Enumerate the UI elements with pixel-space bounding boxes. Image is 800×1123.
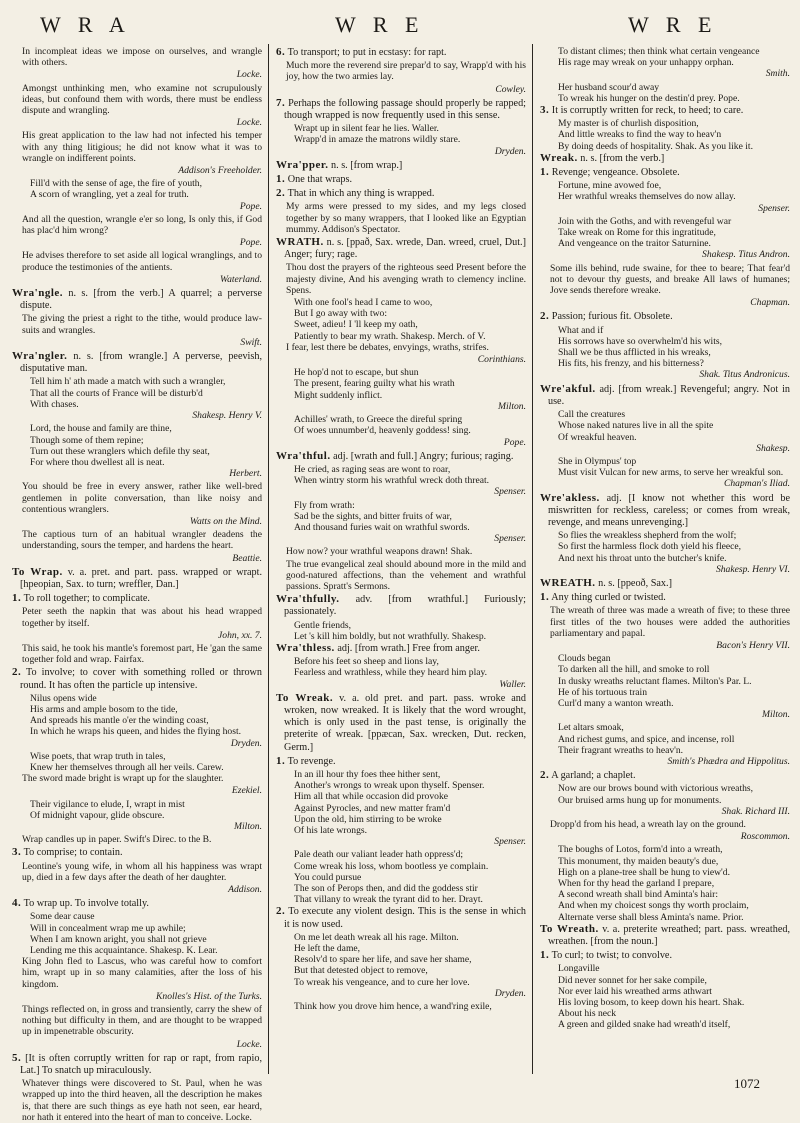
- citation-quote: She in Olympus' top Must visit Vulcan for new arms, to serve her wreakful son.: [558, 455, 784, 479]
- definition: adj. [from wreak.] Revengeful; angry. Not in use.: [548, 383, 790, 407]
- headword: Wra'ngler.: [12, 350, 68, 363]
- citation-source: Locke.: [236, 1038, 262, 1050]
- citation-quote: Peter seeth the napkin that was about his head wrapped together by itself.: [22, 606, 262, 629]
- definition: To revenge.: [285, 755, 336, 767]
- citation-quote: Lord, the house and family are thine, Though some of them repine; Turn out these wranglers which defile thy seat, For where thou dwellest all is neat.: [30, 423, 210, 468]
- dictionary-entry: [540, 949, 790, 962]
- column-left: [12, 46, 263, 1123]
- definition: n. s. [from the verb.] A quarrel; a perverse dispute.: [20, 288, 262, 312]
- citation-source: Smith.: [765, 68, 790, 80]
- citation-quote: His great application to the law had not infected his temper with any thing litigious; he did not know what it was to wrangle on indifferent points.: [22, 130, 262, 164]
- citation-quote: Some dear cause Will in concealment wrap me up awhile; When I am known aright, you shall not grieve Lending me this acquaintance. Shakesp. K. Lear.: [30, 911, 218, 957]
- dictionary-entry: [540, 923, 790, 948]
- dictionary-entry: [540, 383, 790, 408]
- citation-quote: Whatever things were discovered to St. Paul, when he was wrapped up into the third heaven, all the description he makes is, that there are such things as eye hath not seen, ear heard, nor hath it entered into the heart of man to conceive. Locke.: [22, 1078, 262, 1123]
- dictionary-entry: [540, 166, 790, 179]
- citation-source: Shakesp.: [756, 442, 790, 454]
- citation-quote: Join with the Goths, and with revengeful war Take wreak on Rome for this ingratitude, And vengeance on the traitor Saturnine.: [558, 215, 732, 250]
- citation-quote: Tell him h' ath made a match with such a wrangler, That all the courts of France will be disturb'd With chases.: [30, 376, 226, 410]
- header-center: W R E: [335, 12, 425, 37]
- citation-source: Spenser.: [494, 533, 526, 545]
- definition: v. a. old pret. and part. pass. wroke and wroken, now wreaked. It is likely that the word wrought, which is only used in the past tense, is originally the preterite of wreak. [ppæcan, Sax. wrecken, Dut. recken, Germ.]: [284, 692, 526, 753]
- headword: 1.: [540, 949, 550, 962]
- dictionary-entry: [540, 152, 790, 165]
- citation-quote: How now? your wrathful weapons drawn! Shak.: [286, 546, 473, 558]
- citation-quote: Dropp'd from his head, a wreath lay on the ground.: [550, 819, 746, 830]
- citation-source: Beattie.: [232, 552, 262, 564]
- citation-quote: What and if His sorrows have so overwhelm'd his wits, Shall we be thus afflicted in his wreaks, His fits, his frenzy, and his bitterness?: [558, 324, 723, 370]
- headword: WREATH.: [540, 576, 596, 589]
- citation-quote: With one fool's head I came to woo, But I go away with two: Sweet, adieu! I 'll keep my oath, Patiently to bear my wrath. Shakesp. Merch. of V.: [294, 297, 486, 342]
- citation-quote: He hop'd not to escape, but shun The present, fearing guilty what his wrath Might suddenly inflict.: [294, 367, 455, 401]
- citation-quote: Their vigilance to elude, I, wrapt in mist Of midnight vapour, glide obscure.: [30, 798, 185, 821]
- column-divider: [532, 44, 533, 1074]
- definition: To comprise; to contain.: [21, 847, 123, 859]
- citation-quote: Fill'd with the sense of age, the fire of youth, A scorn of wrangling, yet a zeal for truth.: [30, 178, 202, 201]
- citation-source: Shakesp. Henry V.: [192, 410, 262, 422]
- citation-quote: Thou dost the prayers of the righteous seed Present before the majesty divine, And his avenging wrath to clemency incline. Spens.: [286, 262, 526, 296]
- citation-quote: I fear, lest there be debates, envyings, wraths, strifes.: [286, 341, 489, 353]
- definition: adj. [from wrath.] Free from anger.: [334, 642, 480, 654]
- citation-quote: Achilles' wrath, to Greece the direful spring Of woes unnumber'd, heavenly goddess! sing.: [294, 414, 471, 437]
- citation-source: Addison's Freeholder.: [178, 165, 262, 177]
- citation-quote: Think how you drove him hence, a wand'ring exile,: [294, 1001, 492, 1013]
- headword: 3.: [540, 104, 550, 117]
- citation-source: Waller.: [499, 678, 526, 690]
- citation-source: Spenser.: [758, 202, 790, 214]
- citation-source: Watts on the Mind.: [189, 515, 262, 527]
- definition: adj. [I know not whether this word be miswritten for reckless, careless; or comes from wreak, revenge, and means unrevenging.]: [548, 492, 790, 528]
- dictionary-entry: [12, 566, 262, 591]
- citation-quote: Call the creatures Whose naked natures live in all the spite Of wreakful heaven.: [558, 409, 714, 443]
- dictionary-entry: [276, 173, 526, 186]
- citation-quote: Gentle friends, Let 's kill him boldly, but not wrathfully. Shakesp.: [294, 619, 487, 642]
- citation-quote: The wreath of three was made a wreath of five; to these three first titles of the two houses were added the authorities parliamentary and papal.: [550, 605, 790, 639]
- column-right: [540, 46, 790, 1066]
- header-left: W R A: [40, 12, 131, 37]
- citation-quote: Longaville Did never sonnet for her sake compile, Nor ever laid his wreathed arms athwart His loving bosom, to keep down his heart. Shak. About his neck A green and gilded snake had wreath'd itself,: [558, 963, 745, 1031]
- headword: 2.: [276, 905, 286, 918]
- citation-quote: He advises therefore to set aside all logical wranglings, and to produce the testimonies of the antients.: [22, 250, 262, 273]
- citation-source: John, xx. 7.: [218, 629, 262, 641]
- definition: n. s. [from wrap.]: [328, 159, 403, 171]
- headword: To Wreak.: [276, 691, 334, 704]
- citation-source: Cowley.: [495, 83, 526, 95]
- citation-quote: So flies the wreakless shepherd from the wolf; So first the harmless flock doth yield his fleece, And next his throat unto the butcher's knife.: [558, 530, 742, 564]
- definition: n. s. [ppeoð, Sax.]: [595, 577, 672, 589]
- citation-source: Roscommon.: [740, 831, 790, 843]
- citation-quote: Before his feet so sheep and lions lay, Fearless and wrathless, while they heard him play.: [294, 656, 488, 679]
- citation-quote: Some ills behind, rude swaine, for thee to beare; That fear'd not to devour thy guests, and breake All laws of humanes; Jove sends therefore wreake.: [550, 262, 790, 297]
- headword: 2.: [540, 310, 550, 323]
- header-right: W R E: [628, 12, 718, 37]
- citation-quote: Now are our brows bound with victorious wreaths, Our bruised arms hung up for monuments.: [558, 783, 754, 806]
- definition: adv. [from wrathful.] Furiously; passionately.: [284, 594, 526, 618]
- headword: 2.: [540, 769, 550, 782]
- headword: 1.: [540, 166, 550, 179]
- citation-source: Dryden.: [230, 737, 262, 749]
- dictionary-entry: [276, 450, 526, 463]
- dictionary-entry: [12, 1052, 262, 1077]
- headword: 7.: [276, 96, 286, 109]
- definition: To wrap up. To involve totally.: [21, 898, 149, 910]
- headword: Wra'ngle.: [12, 287, 64, 300]
- citation-quote: The giving the priest a right to the tithe, would produce law-suits and wrangles.: [22, 313, 262, 336]
- definition: [It is often corruptly written for rap or rapt, from rapio, Lat.] To snatch up miraculously.: [20, 1052, 262, 1077]
- citation-source: Milton.: [498, 400, 526, 412]
- definition: That in which any thing is wrapped.: [285, 188, 435, 200]
- citation-quote: Wrapt up in silent fear he lies. Waller. Wrapp'd in amaze the matrons wildly stare.: [294, 123, 461, 146]
- column-divider: [268, 44, 269, 1074]
- citation-source: Locke.: [236, 117, 262, 129]
- dictionary-entry: [12, 897, 262, 910]
- dictionary-entry: [12, 666, 262, 691]
- headword: Wra'thfully.: [276, 593, 340, 606]
- citation-source: Spenser.: [494, 836, 526, 848]
- headword: 5.: [12, 1051, 22, 1064]
- citation-source: Herbert.: [229, 468, 262, 480]
- headword: To Wreath.: [540, 922, 599, 935]
- citation-quote: You should be free in every answer, rather like well-bred gentlemen in polite conversation, than like noisy and contentious wranglers.: [22, 481, 262, 515]
- citation-quote: On me let death wreak all his rage. Milton. He left the dame, Resolv'd to spare her life, and save her shame, But that detested object to remove, To wreak his vengeance, and to cure her love.: [294, 931, 472, 988]
- headword: 1.: [276, 173, 286, 186]
- citation-quote: He cried, as raging seas are wont to roar, When wintry storm his wrathful wreck doth threat.: [294, 463, 490, 487]
- definition: A garland; a chaplet.: [549, 770, 636, 782]
- citation-quote: And all the question, wrangle e'er so long, Is only this, if God has plac'd him wrong?: [22, 213, 262, 237]
- citation-source: Addison.: [228, 884, 262, 896]
- citation-quote: My arms were pressed to my sides, and my legs closed together by so many wrappers, that I looked like an Egyptian mummy. Addison's Spectator.: [286, 201, 526, 235]
- dictionary-entry: [276, 97, 526, 122]
- headword: Wreak.: [540, 151, 578, 164]
- dictionary-entry: [276, 755, 526, 768]
- citation-quote: Pale death our valiant leader hath oppress'd; Come wreak his loss, whom bootless ye complain. You could pursue The son of Perops then, and did the goddess stir That villany to wreak the tyrant did to her. Drayt.: [294, 849, 489, 906]
- citation-quote: This said, he took his mantle's foremost part, He 'gan the same together fold and wrap. Fairfax.: [22, 642, 262, 666]
- definition: n. s. [from the verb.]: [577, 152, 665, 164]
- dictionary-entry: [540, 104, 790, 117]
- citation-quote: Fly from wrath: Sad be the sights, and bitter fruits of war, And thousand furies wait on wrathful swords.: [294, 499, 470, 533]
- dictionary-entry: [12, 592, 262, 605]
- citation-source: Locke.: [236, 69, 262, 81]
- dictionary-entry: [276, 159, 526, 172]
- citation-quote: Wise poets, that wrap truth in tales, Knew her themselves through all her veils. Carew.: [30, 750, 224, 773]
- definition: v. a. pret. and part. pass. wrapped or wrapt. [hpeopian, Sax. to turn; wreffler, Dan.]: [20, 566, 263, 590]
- citation-quote: The boughs of Lotos, form'd into a wreath, This monument, thy maiden beauty's due, High on a plane-tree shall be hung to view'd. When for thy head the garland I prepare, A second wreath shall bind Aminta's hair: And when my choicest songs thy worth proclaim, Alternate verse shall bless Aminta's name. Prior.: [558, 844, 749, 923]
- citation-quote: The sword made bright is wrapt up for the slaughter.: [22, 773, 224, 785]
- dictionary-entry: [540, 310, 790, 323]
- dictionary-entry: [276, 46, 526, 59]
- headword: Wre'akless.: [540, 491, 600, 504]
- citation-quote: The true evangelical zeal should abound more in the mild and good-natured affections, than the vehement and wrathful passions. Spratt's Sermons.: [286, 558, 526, 592]
- definition: v. a. preterite wreathed; part. pass. wreathed, wreathen. [from the noun.]: [548, 923, 790, 948]
- definition: To involve; to cover with something rolled or thrown round. It has often the particle up intensive.: [20, 667, 262, 691]
- definition: n. s. [from wrangle.] A perverse, peevish, disputative man.: [20, 351, 262, 375]
- citation-quote: The captious turn of an habitual wrangler deadens the understanding, sours the temper, and hardens the heart.: [22, 529, 262, 552]
- citation-source: Spenser.: [494, 486, 526, 498]
- definition: Any thing curled or twisted.: [549, 592, 666, 604]
- headword: To Wrap.: [12, 565, 63, 578]
- definition: To execute any violent design. This is the sense in which it is now used.: [284, 906, 526, 930]
- citation-source: Pope.: [503, 436, 526, 448]
- citation-source: Swift.: [240, 336, 262, 348]
- citation-source: Chapman.: [750, 297, 790, 309]
- citation-source: Chapman's Iliad.: [723, 478, 790, 490]
- citation-quote: In an ill hour thy foes thee hither sent, Another's wrongs to wreak upon thyself. Spenser. Him all that while occasion did provoke Against Pyrocles, and new matter fram'd Upon the old, him stirring to be wroke Of his late wrongs.: [294, 768, 485, 836]
- headword: 6.: [276, 46, 286, 58]
- citation-quote: Let altars smoak, And richest gums, and spice, and incense, roll Their fragrant wreaths to heav'n.: [558, 722, 735, 756]
- citation-source: Dryden.: [494, 987, 526, 999]
- citation-quote: My master is of churlish disposition, And little wreaks to find the way to heav'n By doing deeds of hospitality. Shak. As you like it.: [558, 118, 753, 152]
- definition: n. s. [ppað, Sax. wrede, Dan. wreed, cruel, Dut.] Anger; fury; rage.: [284, 237, 526, 261]
- citation-source: Dryden.: [494, 145, 526, 157]
- citation-quote: Leontine's young wife, in whom all his happiness was wrapt up, died in a few days after the death of her daughter.: [22, 860, 262, 883]
- headword: WRATH.: [276, 236, 324, 249]
- citation-quote: Clouds began To darken all the hill, and smoke to roll In dusky wreaths reluctant flames. Milton's Par. L. He of his tortuous train Curl'd many a wanton wreath.: [558, 653, 752, 709]
- dictionary-entry: [12, 287, 262, 312]
- definition: One that wraps.: [285, 174, 353, 186]
- headword: 1.: [276, 754, 286, 767]
- page-number: 1072: [734, 1076, 760, 1091]
- headword: Wra'thless.: [276, 641, 335, 654]
- dictionary-entry: [540, 492, 790, 530]
- column-middle: [276, 46, 526, 1066]
- dictionary-entry: [540, 591, 790, 604]
- citation-quote: In incompleat ideas we impose on ourselves, and wrangle with others.: [22, 46, 262, 69]
- headword: 3.: [12, 846, 22, 859]
- citation-quote: Nilus opens wide His arms and ample bosom to the tide, And spreads his mantle o'er the winding coast, In which he wraps his queen, and hides the flying host.: [30, 692, 242, 738]
- running-header: [0, 12, 800, 38]
- headword: 4.: [12, 897, 22, 910]
- citation-source: Pope.: [239, 200, 262, 212]
- citation-source: Shakesp. Titus Andron.: [702, 249, 790, 261]
- citation-quote: Her husband scour'd away To wreak his hunger on the destin'd prey. Pope.: [558, 81, 740, 104]
- citation-source: Shakesp. Henry VI.: [715, 563, 790, 575]
- dictionary-entry: [540, 577, 790, 590]
- citation-quote: King John fled to Lascus, who was careful how to comfort him, wrapt up in so many calamities, after the loss of his kingdom.: [22, 956, 262, 990]
- citation-quote: To distant climes; then think what certain vengeance His rage may wreak on your unhappy orphan.: [558, 46, 760, 69]
- dictionary-entry: [276, 236, 526, 261]
- definition: To curl; to twist; to convolve.: [549, 950, 673, 962]
- citation-source: Ezekiel.: [231, 785, 262, 797]
- definition: It is corruptly written for reck, to heed; to care.: [549, 105, 744, 117]
- citation-source: Waterland.: [219, 273, 262, 285]
- definition: adj. [wrath and full.] Angry; furious; raging.: [330, 450, 514, 462]
- citation-source: Milton.: [762, 709, 790, 721]
- definition: Revenge; vengeance. Obsolete.: [549, 167, 680, 179]
- dictionary-entry: [12, 846, 262, 859]
- citation-quote: Much more the reverend sire prepar'd to say, Wrapp'd with his joy, how the two armies lay.: [286, 60, 526, 83]
- citation-source: Bacon's Henry VII.: [716, 639, 790, 651]
- headword: 2.: [276, 187, 286, 200]
- citation-quote: Amongst unthinking men, who examine not scrupulously ideas, but confound them with words, there must be endless dispute and wrangling.: [22, 82, 262, 117]
- dictionary-entry: [12, 350, 262, 375]
- citation-source: Milton.: [234, 821, 262, 832]
- citation-source: Shak. Titus Andronicus.: [699, 369, 790, 381]
- citation-quote: Things reflected on, in gross and transiently, carry the shew of nothing but difficulty in them, and are thought to be wrapped up in impenetrable obscurity.: [22, 1004, 262, 1038]
- headword: 1.: [540, 591, 550, 604]
- dictionary-entry: [276, 593, 526, 618]
- citation-quote: Fortune, mine avowed foe, Her wrathful wreaks themselves do now allay.: [558, 180, 736, 203]
- citation-source: Knolles's Hist. of the Turks.: [156, 990, 262, 1002]
- headword: Wre'akful.: [540, 382, 596, 395]
- citation-source: Shak. Richard III.: [721, 805, 790, 817]
- dictionary-entry: [276, 642, 526, 655]
- dictionary-entry: [276, 692, 526, 754]
- dictionary-entry: [540, 769, 790, 782]
- dictionary-entry: [276, 905, 526, 930]
- definition: To roll together; to complicate.: [21, 593, 150, 605]
- definition: Perhaps the following passage should properly be rapped; though wrapped is now frequently used in this sense.: [284, 97, 526, 122]
- citation-source: Corinthians.: [477, 354, 526, 366]
- dictionary-entry: [276, 187, 526, 200]
- citation-source: Smith's Phædra and Hippolitus.: [667, 755, 790, 767]
- citation-source: Pope.: [239, 237, 262, 249]
- headword: Wra'thful.: [276, 449, 331, 462]
- definition: Passion; furious fit. Obsolete.: [549, 311, 673, 323]
- definition: To transport; to put in ecstasy: for rapt.: [285, 47, 447, 58]
- headword: Wra'pper.: [276, 158, 329, 171]
- citation-quote: Wrap candles up in paper. Swift's Direc. to the B.: [22, 834, 212, 846]
- headword: 2.: [12, 666, 22, 679]
- headword: 1.: [12, 592, 22, 605]
